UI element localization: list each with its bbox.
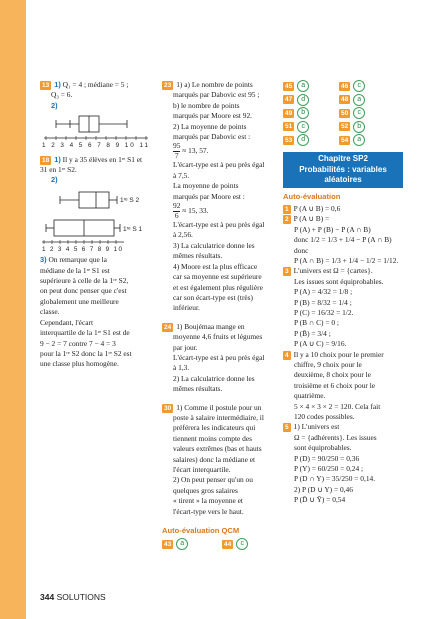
qcm-item: 52 b — [339, 121, 395, 133]
text-line: donc 1/2 = 1/3 + 1/4 − P (A ∩ B) — [294, 235, 392, 245]
text-line: P (A) + P (B) − P (A ∩ B) — [294, 224, 371, 234]
ex30-line: 30 1) Comme il postule pour un — [164, 402, 262, 412]
chapter-header — [283, 152, 403, 188]
text-line: inférieur. — [173, 303, 200, 313]
text-line: pour la 1ʳᵉ S2 donc la 1ʳᵉ S2 est — [40, 348, 132, 358]
exercise-number-13: 13 — [42, 82, 50, 89]
text-line: à 7,5. — [173, 170, 190, 180]
text-line: 2) La calculatrice donne les — [173, 373, 255, 383]
qcm-answers-bottom — [162, 538, 278, 550]
page-number: 344 — [40, 592, 55, 602]
text-line: P (C) = 16/32 = 1/2. — [294, 307, 354, 317]
text-line: P (A ∩ B) = 1/3 + 1/4 − 1/2 = 1/12. — [294, 255, 399, 265]
exercise-number-24: 24 — [164, 323, 172, 331]
text-line: L'écart-type est à peu près égal — [173, 220, 265, 230]
qcm-item: 48 a — [339, 94, 395, 106]
ex18-axis-ticks: 1 2 3 4 5 6 7 8 9 10 — [42, 245, 123, 252]
text-line: deuxième, 8 choix pour le — [294, 370, 371, 380]
auto-eval-title: Auto-évaluation — [283, 191, 341, 201]
text-line: P (D̄ ∪ Ȳ) = 0,54 — [294, 495, 346, 505]
text-line: « tirent » la moyenne et — [173, 496, 243, 506]
qcm-item: 46 c — [339, 80, 395, 92]
ex23-line: 23 1) a) Le nombre de points — [164, 80, 253, 89]
text-line: Ω = {adhérents}. Les issues — [294, 432, 377, 442]
text-line: P (A ∪ C) = 9/16. — [294, 339, 347, 349]
answer-circle: a — [353, 94, 365, 106]
text-line: P (A) = 4/32 = 1/8 ; — [294, 287, 353, 297]
text-line: P (B ∩ C) = 0 ; — [294, 318, 339, 328]
qcm-item: 43 a — [162, 538, 222, 550]
text-line: par jour. — [173, 342, 198, 352]
fraction-moore: $\frac{92}{6}$ ≈ 15, 33. — [173, 201, 209, 220]
label-1re-s1: 1ʳᵉ S 1 — [123, 225, 143, 233]
answer-circle: b — [353, 121, 365, 133]
text-line: marqués par Moore est 92. — [173, 111, 253, 121]
text-line: quatrième. — [294, 391, 326, 401]
text-line: 5 × 4 × 3 × 2 = 120. Cela fait — [294, 401, 381, 411]
text-line: à 1,3. — [173, 363, 190, 373]
text-line: l'écart-type vers le haut. — [173, 506, 244, 516]
text-line: on peut donc penser que c'est — [40, 286, 127, 296]
text-line: P (D ∩ Y) = 35/250 = 0,14. — [294, 474, 376, 484]
answer-circle: a — [176, 538, 188, 550]
fraction-dabovic: $\frac{95}{7}$ ≈ 13, 57. — [173, 141, 209, 160]
text-line: salaires) donc la médiane et — [173, 454, 256, 464]
column-1 — [40, 80, 152, 370]
text-line: l'écart interquartile. — [173, 465, 231, 474]
text-line: 4) Moore est la plus efficace — [173, 261, 258, 271]
answer-circle: d — [297, 94, 309, 106]
qcm-item: 45 a — [283, 80, 339, 92]
exercise-number-18: 18 — [42, 156, 50, 164]
text-line: valeurs extrêmes (bas et hauts — [173, 444, 262, 454]
answer-circle: d — [297, 134, 309, 146]
text-line: médiane de la 1ʳᵉ S1 est — [40, 265, 110, 275]
text-line: La moyenne de points — [173, 181, 239, 191]
qcm-item: 53 d — [283, 134, 339, 146]
text-line: classe. — [40, 307, 60, 317]
text-line: préférera les indicateurs qui — [173, 423, 256, 433]
text-line: tiennent moins compte des — [173, 433, 253, 443]
text-line: et est également plus régulière — [173, 282, 263, 292]
column-3 — [283, 80, 403, 506]
text-line: 2) On peut penser qu'un ou — [173, 475, 253, 485]
exercise-number-4: 4 — [285, 351, 289, 359]
answer-circle: b — [297, 107, 309, 119]
text-line: P (B) = 8/32 = 1/4 ; — [294, 297, 352, 307]
boxplots-ex18 — [40, 186, 152, 252]
text-line: 9 − 2 = 7 contre 7 − 4 = 3 — [40, 338, 116, 348]
text-line: Cependant, l'écart — [40, 317, 94, 327]
qcm-item: 50 c — [339, 107, 395, 119]
ex2-line: 2 P (A ∪ B) = — [285, 214, 330, 224]
qcm-item: 49 b — [283, 107, 339, 119]
text-line: 2) La moyenne de points — [173, 121, 247, 131]
section-name: SOLUTIONS — [56, 592, 106, 602]
text-line: moyenne 4,6 fruits et légumes — [173, 332, 263, 342]
qcm-title: Auto-évaluation QCM — [162, 526, 240, 536]
text-line: marqués par Moore est : — [173, 191, 245, 201]
ex13-axis-ticks: 1 2 3 4 5 6 7 8 9 10 11 — [42, 142, 148, 150]
text-line: interquartile de la 1ʳᵉ S1 est de — [40, 328, 130, 338]
label-1re-s2: 1ʳᵉ S 2 — [120, 196, 140, 204]
text-line: à 2,56. — [173, 230, 193, 240]
text-line: 120 codes possibles. — [294, 412, 355, 422]
answer-circle: a — [353, 134, 365, 146]
text-line: Les issues sont équiprobables. — [294, 276, 384, 286]
page-footer — [40, 592, 106, 602]
exercise-number-5: 5 — [285, 424, 289, 432]
text-line: chiffre, 9 choix pour le — [294, 360, 362, 369]
text-line: poste à salaire intermédiaire, il — [173, 412, 264, 422]
exercise-number-1: 1 — [285, 205, 289, 213]
qcm-item: 51 c — [283, 121, 339, 133]
qcm-answers-top — [283, 80, 403, 146]
text-line: 2) P (D ∪ Y) = 0,46 — [294, 484, 353, 494]
qcm-item: 44 c — [222, 538, 282, 550]
text-line: 3) La calculatrice donne les — [173, 240, 255, 250]
exercise-number-3: 3 — [285, 268, 289, 276]
exercise-number-2: 2 — [285, 216, 289, 224]
ex1-line: 1 P (A ∪ B) = 0,6 — [285, 203, 341, 213]
qcm-item: 54 a — [339, 134, 395, 146]
ex4-line: 4 Il y a 10 choix pour le premier — [285, 349, 384, 359]
text-line: P (D) = 90/250 = 0,36 — [294, 453, 360, 463]
ex5-line: 5 1) L'univers est — [285, 422, 340, 432]
answer-circle: c — [353, 80, 365, 92]
answer-circle: c — [353, 107, 365, 119]
text-line: donc — [294, 245, 309, 255]
text-line: marqués par Dabovic est 95 ; — [173, 90, 260, 100]
ex13-part1: 13 1) Q₁ = 4 ; médiane = 5 ; — [42, 80, 129, 89]
answer-circle: c — [297, 121, 309, 133]
chapter-subtitle-1: Probabilités : variables — [299, 164, 387, 174]
boxplot-ex13 — [40, 111, 152, 149]
chapter-title: Chapitre SP2 — [318, 154, 368, 163]
text-line: supérieure à celle de la 1ʳᵉ S2, — [40, 276, 129, 286]
text-line: P (B̄) = 3/4 ; — [294, 328, 331, 338]
text-line: L'écart-type est à peu près égal — [173, 160, 265, 170]
answer-circle: c — [236, 538, 248, 550]
ex18-part1: 18 1) Il y a 35 élèves en 1ʳᵉ S1 et — [42, 154, 143, 164]
text-line: marqués par Dabovic est : — [173, 132, 251, 142]
text-line: mêmes résultats. — [173, 251, 223, 261]
ex13-q3: Q₃ = 6. — [51, 90, 73, 100]
text-line: quelques gros salaires — [173, 485, 238, 495]
text-line: troisième et 6 choix pour le — [294, 380, 376, 390]
exercise-number-30: 30 — [164, 404, 172, 412]
text-line: sont équiprobables. — [294, 443, 352, 453]
ex18-part3: 3) On remarque que la — [40, 255, 107, 265]
ex3-line: 3 L'univers est Ω = {cartes}. — [285, 266, 373, 276]
page-margin-strip — [0, 0, 26, 619]
text-line: une classe plus homogène. — [40, 359, 119, 369]
ex24-line: 24 1) Boujémaa mange en — [164, 321, 245, 331]
chapter-subtitle-2: aléatoires — [324, 175, 362, 184]
text-line: car son écart-type est (très) — [173, 292, 254, 302]
column-2 — [162, 80, 278, 550]
ex13-part2-label: 2) — [51, 100, 58, 110]
text-line: L'écart-type est à peu près égal — [173, 352, 265, 362]
qcm-item: 47 d — [283, 94, 339, 106]
text-line: car sa moyenne est supérieure — [173, 272, 262, 282]
text-line: b) le nombre de points — [173, 100, 240, 110]
text-line: P (Y) = 60/250 = 0,24 ; — [294, 464, 364, 474]
exercise-number-23: 23 — [164, 82, 172, 89]
ex18-line2: 31 en 1ʳᵉ S2. — [40, 165, 77, 175]
ex18-part2-label: 2) — [51, 175, 58, 185]
text-line: mêmes résultats. — [173, 384, 223, 394]
answer-circle: a — [297, 80, 309, 92]
text-line: globalement une meilleure — [40, 296, 119, 306]
